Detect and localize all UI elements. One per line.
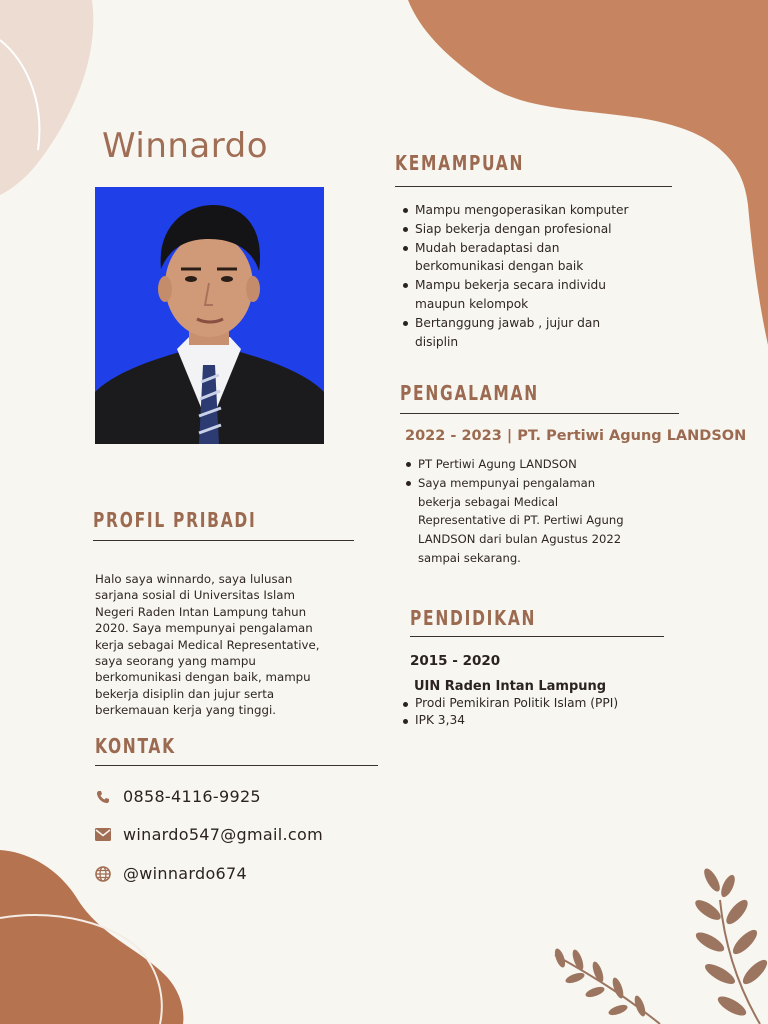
profile-heading: PROFIL PRIBADI xyxy=(93,508,257,532)
contact-email[interactable] xyxy=(95,825,323,844)
list-item: Prodi Pemikiran Politik Islam (PPI) xyxy=(401,695,681,712)
profile-divider xyxy=(93,540,354,541)
education-list xyxy=(401,695,681,728)
profile-line: 2020. Saya mempunyai pengalaman xyxy=(95,621,313,636)
profile-line: Halo saya winnardo, saya lulusan xyxy=(95,572,293,586)
profile-line: saya seorang yang mampu xyxy=(95,654,256,669)
list-item: Bertanggung jawab , jujur dan disiplin xyxy=(401,314,681,352)
person-name: Winnardo xyxy=(102,126,269,166)
list-item: Saya mempunyai pengalaman bekerja sebagai Medical Representative di PT. Pertiwi Agung LANDSON dari bulan Agustus 2022 sampai sekarang. xyxy=(404,474,704,568)
profile-line: berkomunikasi dengan baik, mampu xyxy=(95,670,311,685)
list-item: Siap bekerja dengan profesional xyxy=(401,220,681,239)
list-item: Mampu bekerja secara individu maupun kelompok xyxy=(401,276,681,314)
top-left-blob xyxy=(0,0,93,195)
list-item: Mudah beradaptasi dan berkomunikasi dengan baik xyxy=(401,239,681,277)
profile-line: Negeri Raden Intan Lampung tahun xyxy=(95,604,307,619)
profile-line: kerja sebagai Medical Representative, xyxy=(95,637,320,652)
profile-line: bekerja disiplin dan jujur serta xyxy=(95,686,275,701)
experience-title: 2022 - 2023 | PT. Pertiwi Agung LANDSON xyxy=(405,428,747,444)
profile-text xyxy=(95,571,355,719)
phone-number: 0858-4116-9925 xyxy=(123,787,261,806)
skills-list xyxy=(401,201,681,351)
contact-phone[interactable] xyxy=(95,787,261,806)
email-address: winardo547@gmail.com xyxy=(123,825,323,844)
contact-heading: KONTAK xyxy=(95,734,176,758)
skills-heading: KEMAMPUAN xyxy=(395,151,525,175)
education-heading: PENDIDIKAN xyxy=(410,606,537,630)
profile-line: sarjana sosial di Universitas Islam xyxy=(95,588,296,603)
skills-divider xyxy=(395,186,672,187)
education-years: 2015 - 2020 xyxy=(410,653,501,669)
profile-photo xyxy=(95,187,324,444)
contact-divider xyxy=(95,765,378,766)
list-item: IPK 3,34 xyxy=(401,712,681,729)
social-handle: @winnardo674 xyxy=(123,864,247,883)
experience-list xyxy=(404,455,704,568)
plant-illustration xyxy=(553,866,768,1024)
experience-heading: PENGALAMAN xyxy=(400,381,539,405)
envelope-icon xyxy=(95,827,111,843)
education-school: UIN Raden Intan Lampung xyxy=(414,679,607,694)
globe-icon xyxy=(95,866,111,882)
education-divider xyxy=(410,636,664,637)
phone-icon xyxy=(95,789,111,805)
experience-divider xyxy=(400,413,679,414)
list-item: PT Pertiwi Agung LANDSON xyxy=(404,455,704,474)
list-item: Mampu mengoperasikan komputer xyxy=(401,201,681,220)
contact-social[interactable] xyxy=(95,864,247,883)
profile-line: berkemauan kerja yang tinggi. xyxy=(95,703,277,718)
